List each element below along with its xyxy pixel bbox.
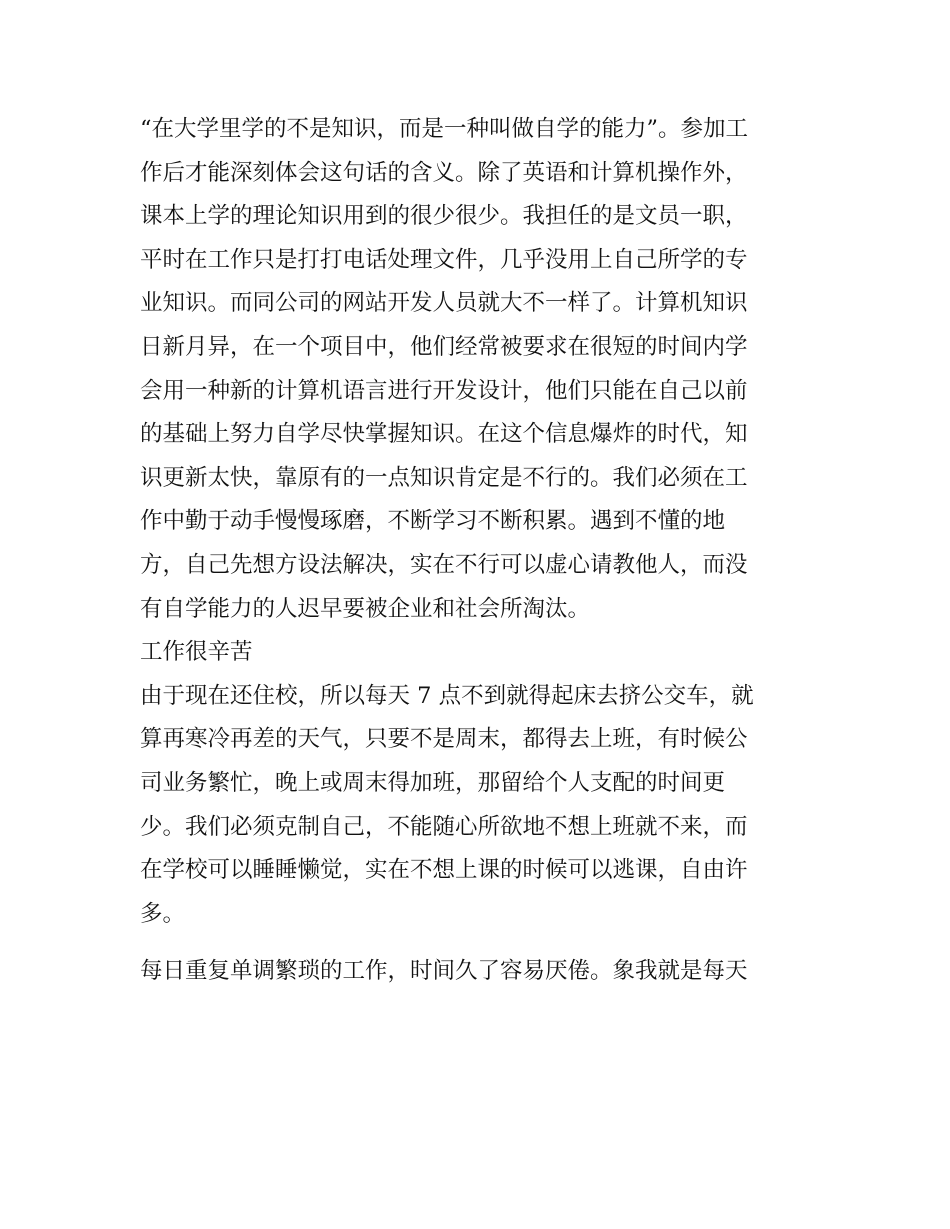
text-line: 少。我们必须克制自己，不能随心所欲地不想上班就不来，而 bbox=[140, 813, 748, 840]
text-line: 作后才能深刻体会这句话的含义。除了英语和计算机操作外， bbox=[140, 159, 748, 186]
text-line: 会用一种新的计算机语言进行开发设计，他们只能在自己以前 bbox=[140, 377, 748, 404]
paragraph-gap bbox=[140, 936, 820, 950]
text-line: 有自学能力的人迟早要被企业和社会所淘汰。 bbox=[140, 595, 591, 622]
text-line: 日新月异，在一个项目中，他们经常被要求在很短的时间内学 bbox=[140, 333, 748, 360]
section-heading: 工作很辛苦 bbox=[140, 639, 253, 666]
text-line: 的基础上努力自学尽快掌握知识。在这个信息爆炸的时代，知 bbox=[140, 421, 748, 448]
text-line: 业知识。而同公司的网站开发人员就大不一样了。计算机知识 bbox=[140, 290, 748, 317]
text-line: 由于现在还住校，所以每天 7 点不到就得起床去挤公交车，就 bbox=[140, 682, 754, 709]
text-line: 算再寒冷再差的天气，只要不是周末，都得去上班，有时候公 bbox=[140, 726, 748, 753]
text-line: 在学校可以睡睡懒觉，实在不想上课的时候可以逃课，自由许 bbox=[140, 857, 748, 884]
text-line: 方，自己先想方设法解决，实在不行可以虚心请教他人，而没 bbox=[140, 551, 748, 578]
text-line: 司业务繁忙，晚上或周末得加班，那留给个人支配的时间更 bbox=[140, 769, 726, 796]
text-line: 课本上学的理论知识用到的很少很少。我担任的是文员一职， bbox=[140, 203, 748, 230]
text-line: 每日重复单调繁琐的工作，时间久了容易厌倦。象我就是每天 bbox=[140, 958, 748, 985]
document-body bbox=[140, 108, 820, 994]
text-line: “在大学里学的不是知识，而是一种叫做自学的能力”。参加工 bbox=[140, 116, 749, 142]
text-line: 多。 bbox=[140, 900, 186, 927]
text-line: 作中勤于动手慢慢琢磨，不断学习不断积累。遇到不懂的地 bbox=[140, 508, 726, 535]
text-line: 识更新太快，靠原有的一点知识肯定是不行的。我们必须在工 bbox=[140, 464, 748, 491]
text-line: 平时在工作只是打打电话处理文件，几乎没用上自己所学的专 bbox=[140, 246, 748, 273]
